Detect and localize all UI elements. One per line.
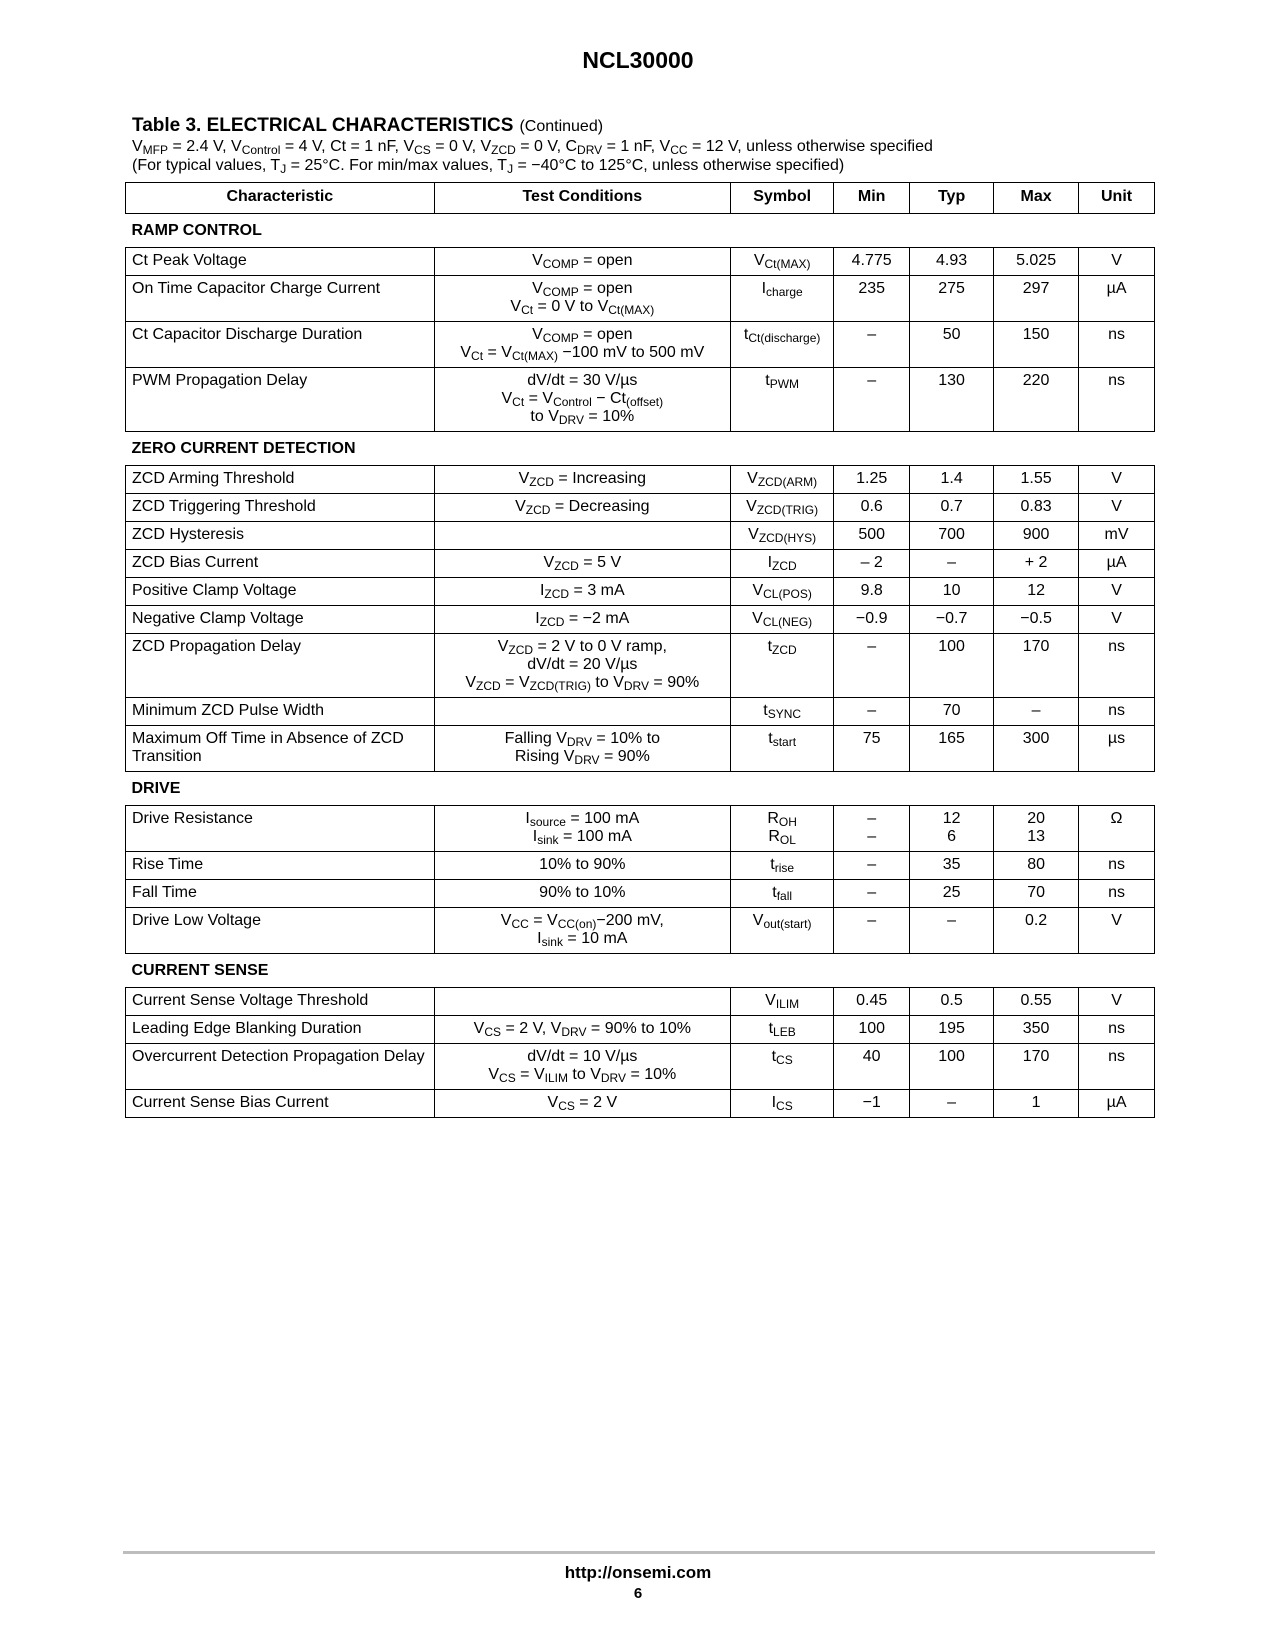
max-cell: 1 <box>994 1090 1079 1118</box>
characteristic-cell: Drive Low Voltage <box>126 908 435 954</box>
table-row <box>126 1044 1155 1090</box>
typ-cell: 12 6 <box>910 806 994 852</box>
col-header-test-conditions: Test Conditions <box>434 183 730 214</box>
symbol-cell: $t_{fall}$ <box>731 880 834 908</box>
typ-cell: 130 <box>910 368 994 432</box>
max-cell: 350 <box>994 1016 1079 1044</box>
max-cell: 150 <box>994 322 1079 368</box>
min-cell: – 2 <box>834 550 910 578</box>
typ-cell: – <box>910 1090 994 1118</box>
test-conditions-cell: $V_{CS} = 2$ V, $V_{DRV} = 90\%$ to 10% <box>434 1016 730 1044</box>
symbol-cell: $I_{charge}$ <box>731 276 834 322</box>
characteristic-cell: Negative Clamp Voltage <box>126 606 435 634</box>
table-caption <box>132 115 1152 175</box>
typ-cell: 0.7 <box>910 494 994 522</box>
min-cell: – <box>834 908 910 954</box>
col-header-max: Max <box>994 183 1079 214</box>
table-row <box>126 726 1155 772</box>
typ-cell: 100 <box>910 634 994 698</box>
table-row <box>126 880 1155 908</box>
symbol-cell: $t_{Ct(discharge)}$ <box>731 322 834 368</box>
max-cell: 20 13 <box>994 806 1079 852</box>
characteristic-cell: ZCD Hysteresis <box>126 522 435 550</box>
col-header-symbol: Symbol <box>731 183 834 214</box>
table-row <box>126 634 1155 698</box>
typ-cell: 195 <box>910 1016 994 1044</box>
unit-cell: ns <box>1079 368 1155 432</box>
min-cell: – <box>834 322 910 368</box>
min-cell: 0.45 <box>834 988 910 1016</box>
unit-cell: V <box>1079 494 1155 522</box>
typ-cell: – <box>910 908 994 954</box>
table-row <box>126 1016 1155 1044</box>
characteristic-cell: Fall Time <box>126 880 435 908</box>
min-cell: 100 <box>834 1016 910 1044</box>
min-cell: 500 <box>834 522 910 550</box>
min-cell: 75 <box>834 726 910 772</box>
unit-cell: ns <box>1079 634 1155 698</box>
table-row <box>126 248 1155 276</box>
symbol-cell: $R_{OH}$ $R_{OL}$ <box>731 806 834 852</box>
symbol-cell: $V_{ZCD(HYS)}$ <box>731 522 834 550</box>
table-row <box>126 806 1155 852</box>
typ-cell: 1.4 <box>910 466 994 494</box>
max-cell: 900 <box>994 522 1079 550</box>
symbol-cell: $t_{LEB}$ <box>731 1016 834 1044</box>
characteristic-cell: ZCD Triggering Threshold <box>126 494 435 522</box>
characteristic-cell: Ct Peak Voltage <box>126 248 435 276</box>
characteristic-cell: ZCD Bias Current <box>126 550 435 578</box>
min-cell: 1.25 <box>834 466 910 494</box>
max-cell: 70 <box>994 880 1079 908</box>
table-body <box>126 214 1155 1118</box>
table-row <box>126 522 1155 550</box>
test-conditions-cell: 10% to 90% <box>434 852 730 880</box>
test-conditions-cell: $V_{CS} = 2$ V <box>434 1090 730 1118</box>
unit-cell: V <box>1079 606 1155 634</box>
characteristic-cell: Current Sense Voltage Threshold <box>126 988 435 1016</box>
max-cell: 297 <box>994 276 1079 322</box>
table-row <box>126 852 1155 880</box>
characteristic-cell: Rise Time <box>126 852 435 880</box>
table-row <box>126 550 1155 578</box>
test-conditions-cell: $I_{ZCD} = 3$ mA <box>434 578 730 606</box>
col-header-min: Min <box>834 183 910 214</box>
page-title: NCL30000 <box>582 47 694 73</box>
characteristic-cell: Ct Capacitor Discharge Duration <box>126 322 435 368</box>
typ-cell: 10 <box>910 578 994 606</box>
section-title: ZERO CURRENT DETECTION <box>126 432 1155 466</box>
typ-cell: 70 <box>910 698 994 726</box>
table-row <box>126 988 1155 1016</box>
min-cell: 40 <box>834 1044 910 1090</box>
min-cell: – <box>834 880 910 908</box>
section-header-row <box>126 772 1155 806</box>
symbol-cell: $t_{PWM}$ <box>731 368 834 432</box>
section-header-row <box>126 954 1155 988</box>
typ-cell: 25 <box>910 880 994 908</box>
condition-line: $V_{MFP} = 2.4$ V, $V_{Control} = 4$ V, Ct = 1 nF, $V_{CS} = 0$ V, $V_{ZCD} = 0$ V, $C_{DRV} = 1$ nF, $V_{CC} = 12$ V, unless otherwise specified <box>132 138 933 157</box>
characteristic-cell: ZCD Propagation Delay <box>126 634 435 698</box>
max-cell: 80 <box>994 852 1079 880</box>
table-row <box>126 698 1155 726</box>
min-cell: – <box>834 368 910 432</box>
test-conditions-cell: $V_{ZCD} = 2$ V to 0 V ramp, dV/dt = 20 V/µs $V_{ZCD} = V_{ZCD(TRIG)}$ to $V_{DRV} = 90\%$ <box>434 634 730 698</box>
symbol-cell: $V_{out(start)}$ <box>731 908 834 954</box>
unit-cell: V <box>1079 988 1155 1016</box>
symbol-cell: $V_{ZCD(TRIG)}$ <box>731 494 834 522</box>
typ-cell: 700 <box>910 522 994 550</box>
max-cell: – <box>994 698 1079 726</box>
max-cell: 0.2 <box>994 908 1079 954</box>
symbol-cell: $V_{ZCD(ARM)}$ <box>731 466 834 494</box>
max-cell: 0.83 <box>994 494 1079 522</box>
characteristic-cell: Leading Edge Blanking Duration <box>126 1016 435 1044</box>
test-conditions-cell: $V_{ZCD}$ = Increasing <box>434 466 730 494</box>
characteristic-cell: On Time Capacitor Charge Current <box>126 276 435 322</box>
characteristic-cell: Positive Clamp Voltage <box>126 578 435 606</box>
characteristic-cell: Minimum ZCD Pulse Width <box>126 698 435 726</box>
min-cell: 235 <box>834 276 910 322</box>
symbol-cell: $I_{CS}$ <box>731 1090 834 1118</box>
table-label-suffix: (Continued) <box>519 118 604 135</box>
test-conditions-cell: Falling $V_{DRV} = 10\%$ to Rising $V_{DRV} = 90\%$ <box>434 726 730 772</box>
max-cell: + 2 <box>994 550 1079 578</box>
symbol-cell: $V_{CL(POS)}$ <box>731 578 834 606</box>
max-cell: 170 <box>994 1044 1079 1090</box>
test-conditions-cell <box>434 522 730 550</box>
max-cell: 170 <box>994 634 1079 698</box>
symbol-cell: $V_{Ct(MAX)}$ <box>731 248 834 276</box>
section-header-row <box>126 214 1155 248</box>
unit-cell: mV <box>1079 522 1155 550</box>
typ-cell: 35 <box>910 852 994 880</box>
symbol-cell: $t_{SYNC}$ <box>731 698 834 726</box>
test-conditions-cell: $I_{source} = 100$ mA $I_{sink} = 100$ mA <box>434 806 730 852</box>
table-row <box>126 578 1155 606</box>
unit-cell: V <box>1079 578 1155 606</box>
footer-url: http://onsemi.com <box>564 1563 712 1582</box>
unit-cell: ns <box>1079 880 1155 908</box>
unit-cell: ns <box>1079 852 1155 880</box>
electrical-characteristics-table <box>125 182 1155 1118</box>
unit-cell: ns <box>1079 322 1155 368</box>
symbol-cell: $V_{ILIM}$ <box>731 988 834 1016</box>
table-row <box>126 494 1155 522</box>
max-cell: 5.025 <box>994 248 1079 276</box>
min-cell: 0.6 <box>834 494 910 522</box>
footer-divider <box>123 1551 1155 1554</box>
test-conditions-cell: $V_{COMP}$ = open $V_{Ct} = 0$ V to $V_{Ct(MAX)}$ <box>434 276 730 322</box>
unit-cell: µA <box>1079 276 1155 322</box>
symbol-cell: $V_{CL(NEG)}$ <box>731 606 834 634</box>
characteristic-cell: Maximum Off Time in Absence of ZCD Transition <box>126 726 435 772</box>
col-header-characteristic: Characteristic <box>126 183 435 214</box>
typ-cell: 100 <box>910 1044 994 1090</box>
test-conditions-cell: dV/dt = 30 V/µs $V_{Ct} = V_{Control} - Ct_{(offset)}$ to $V_{DRV} = 10\%$ <box>434 368 730 432</box>
max-cell: 220 <box>994 368 1079 432</box>
page-number: 6 <box>633 1585 643 1602</box>
characteristic-cell: Current Sense Bias Current <box>126 1090 435 1118</box>
symbol-cell: $t_{start}$ <box>731 726 834 772</box>
unit-cell: ns <box>1079 1016 1155 1044</box>
typical-line: (For typical values, $T_J = 25^\circ C$. For min/max values, $T_J = -40^\circ C$ to 125°C, unless otherwise specified) <box>132 157 845 176</box>
section-header-row <box>126 432 1155 466</box>
characteristic-cell: Overcurrent Detection Propagation Delay <box>126 1044 435 1090</box>
table-row <box>126 466 1155 494</box>
table-row <box>126 908 1155 954</box>
table-row <box>126 1090 1155 1118</box>
section-title: RAMP CONTROL <box>126 214 1155 248</box>
typ-cell: 165 <box>910 726 994 772</box>
section-title: DRIVE <box>126 772 1155 806</box>
symbol-cell: $t_{rise}$ <box>731 852 834 880</box>
min-cell: – <box>834 852 910 880</box>
test-conditions-cell: $V_{CC} = V_{CC(on)}-200$ mV, $I_{sink} = 10$ mA <box>434 908 730 954</box>
max-cell: −0.5 <box>994 606 1079 634</box>
min-cell: 4.775 <box>834 248 910 276</box>
col-header-typ: Typ <box>910 183 994 214</box>
table-label: Table 3. ELECTRICAL CHARACTERISTICS <box>132 115 514 136</box>
test-conditions-cell: $I_{ZCD} = -2$ mA <box>434 606 730 634</box>
test-conditions-cell: dV/dt = 10 V/µs $V_{CS} = V_{ILIM}$ to $V_{DRV} = 10\%$ <box>434 1044 730 1090</box>
characteristic-cell: PWM Propagation Delay <box>126 368 435 432</box>
max-cell: 0.55 <box>994 988 1079 1016</box>
characteristic-cell: ZCD Arming Threshold <box>126 466 435 494</box>
unit-cell: µs <box>1079 726 1155 772</box>
unit-cell: µA <box>1079 550 1155 578</box>
test-conditions-cell: $V_{COMP}$ = open $V_{Ct} = V_{Ct(MAX)} -100$ mV to 500 mV <box>434 322 730 368</box>
test-conditions-cell <box>434 988 730 1016</box>
table-row <box>126 606 1155 634</box>
typ-cell: 0.5 <box>910 988 994 1016</box>
unit-cell: ns <box>1079 698 1155 726</box>
min-cell: – <box>834 634 910 698</box>
min-cell: −0.9 <box>834 606 910 634</box>
max-cell: 12 <box>994 578 1079 606</box>
unit-cell: V <box>1079 248 1155 276</box>
unit-cell: V <box>1079 908 1155 954</box>
typ-cell: 275 <box>910 276 994 322</box>
characteristic-cell: Drive Resistance <box>126 806 435 852</box>
typ-cell: – <box>910 550 994 578</box>
unit-cell: ns <box>1079 1044 1155 1090</box>
typ-cell: −0.7 <box>910 606 994 634</box>
table-row <box>126 322 1155 368</box>
table-row <box>126 276 1155 322</box>
min-cell: −1 <box>834 1090 910 1118</box>
section-title: CURRENT SENSE <box>126 954 1155 988</box>
max-cell: 300 <box>994 726 1079 772</box>
test-conditions-cell: $V_{COMP}$ = open <box>434 248 730 276</box>
typ-cell: 4.93 <box>910 248 994 276</box>
symbol-cell: $I_{ZCD}$ <box>731 550 834 578</box>
unit-cell: Ω <box>1079 806 1155 852</box>
test-conditions-cell <box>434 698 730 726</box>
col-header-unit: Unit <box>1079 183 1155 214</box>
unit-cell: V <box>1079 466 1155 494</box>
test-conditions-cell: $V_{ZCD}$ = Decreasing <box>434 494 730 522</box>
typ-cell: 50 <box>910 322 994 368</box>
test-conditions-cell: $V_{ZCD} = 5$ V <box>434 550 730 578</box>
table-header-row <box>126 183 1155 214</box>
min-cell: – – <box>834 806 910 852</box>
test-conditions-cell: 90% to 10% <box>434 880 730 908</box>
max-cell: 1.55 <box>994 466 1079 494</box>
symbol-cell: $t_{ZCD}$ <box>731 634 834 698</box>
min-cell: 9.8 <box>834 578 910 606</box>
symbol-cell: $t_{CS}$ <box>731 1044 834 1090</box>
unit-cell: µA <box>1079 1090 1155 1118</box>
table-row <box>126 368 1155 432</box>
min-cell: – <box>834 698 910 726</box>
